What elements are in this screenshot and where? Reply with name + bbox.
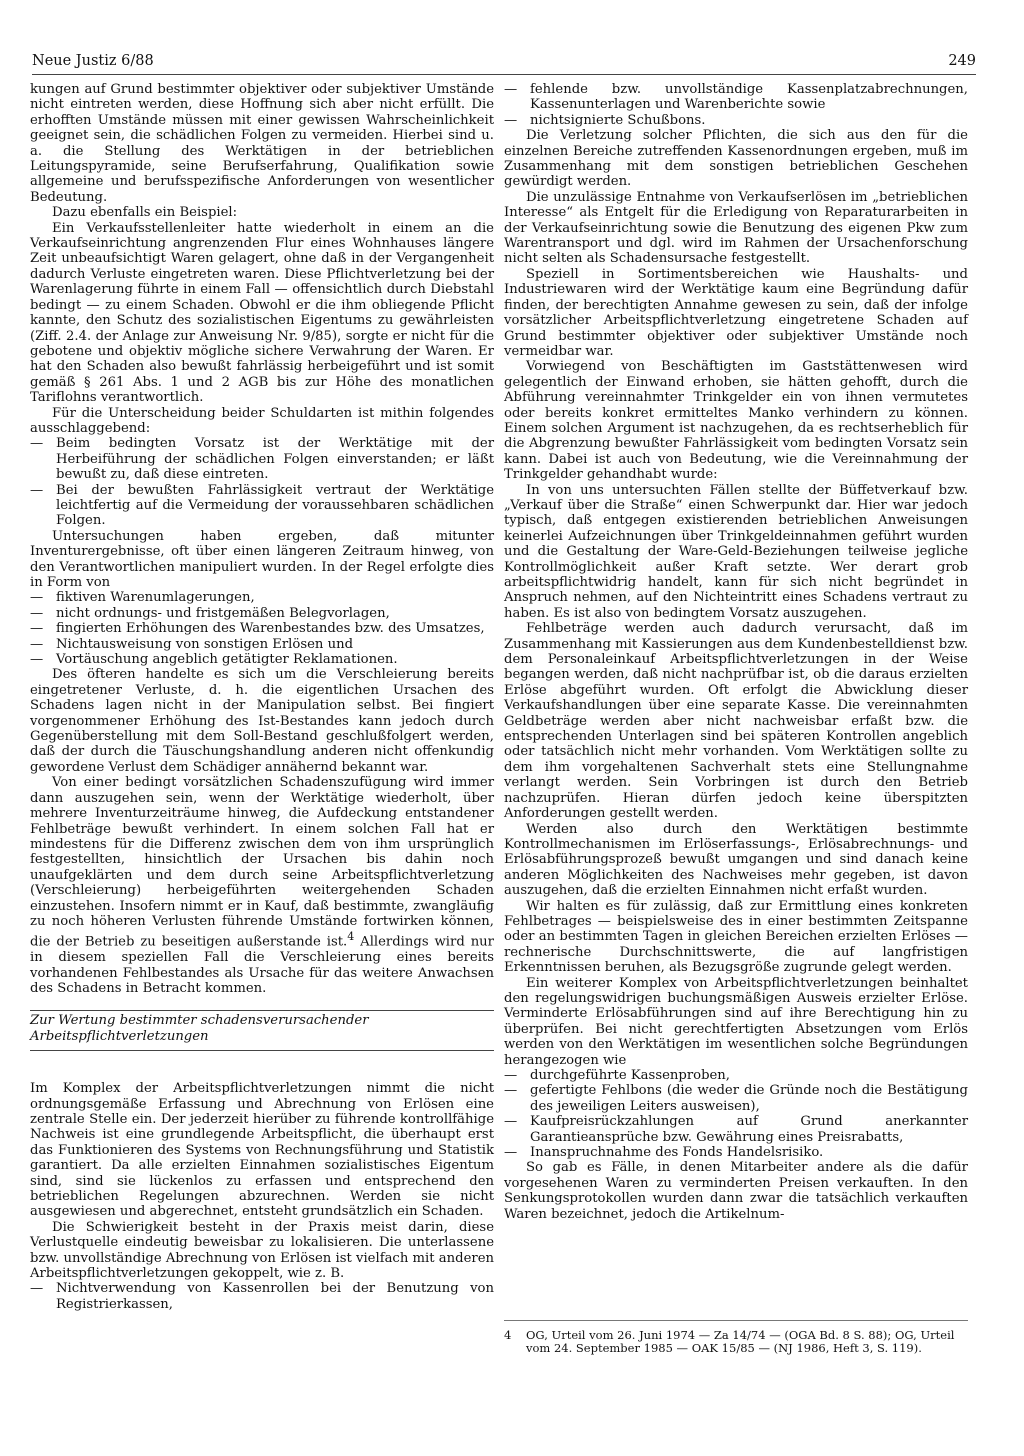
list-item-text: fingierten Erhöhungen des Warenbestandes bzw. des Umsatzes, bbox=[56, 621, 485, 637]
list-item-text: Vortäuschung angeblich getätigter Reklamationen. bbox=[56, 652, 398, 668]
list-item bbox=[504, 82, 968, 113]
paragraph: Wir halten es für zulässig, daß zur Ermittlung eines konkreten Fehlbetrages — beispielsweise des in einer bestimmten Zeitspanne oder an bestimmten Tagen in gleichen Bereichen erzielten Erlöses — rechnerische Durchschnittswerte, die auf langfristigen Erkenntnissen beruhen, als Bezugsgröße zugrunde gelegt werden. bbox=[504, 898, 968, 976]
list-item-text: nichtsignierte Schußbons. bbox=[530, 112, 706, 128]
list-item bbox=[504, 1068, 968, 1083]
paragraph bbox=[30, 775, 494, 996]
dash-marker: — bbox=[30, 1281, 44, 1297]
dash-marker: — bbox=[30, 605, 44, 621]
paragraph: Die Schwierigkeit besteht in der Praxis meist darin, diese Verlustquelle eindeutig beweisbar zu lokalisieren. Die unterlassene bzw. unvollständige Abrechnung von Erlösen ist vielfach mit anderen Arbeitspflichtverletzungen gekoppelt, wie z. B. bbox=[30, 1219, 494, 1282]
paragraph: Die unzulässige Entnahme von Verkaufserlösen im „betrieblichen Interesse“ als Entgelt für die Erledigung von Reparaturarbeiten in der Verkaufseinrichtung sowie die Benutzung des eigenen Pkw zum Warentransport und dgl. wird im Rahmen der Ursachenforschung nicht selten als Schadensursache festgestellt. bbox=[504, 189, 968, 267]
list-item bbox=[30, 590, 494, 605]
dash-marker: — bbox=[504, 1083, 518, 1099]
list-item bbox=[30, 637, 494, 652]
footnote-mark: 4 bbox=[504, 1328, 512, 1342]
list-item bbox=[504, 1083, 968, 1114]
list-item-text: fiktiven Warenumlagerungen, bbox=[56, 590, 255, 606]
list-item bbox=[30, 483, 494, 529]
list-item bbox=[30, 436, 494, 482]
list-item bbox=[30, 606, 494, 621]
list-item-text: nicht ordnungs- und fristgemäßen Belegvorlagen, bbox=[56, 605, 390, 621]
list-item bbox=[504, 113, 968, 128]
page-number: 249 bbox=[948, 53, 976, 69]
paragraph-text: Allerdings wird nur in diesem speziellen Fall die Verschleierung eines bereits vorhandenen Fehlbestandes als Ursache für das weitere Anwachsen des Schadens in Betracht kommen. bbox=[30, 934, 494, 996]
paragraph: Im Komplex der Arbeitspflichtverletzungen nimmt die nicht ordnungsgemäße Erfassung und Abrechnung von Erlösen eine zentrale Stelle ein. Der jederzeit hierüber zu führende kontrollfähige Nachweis ist eine grundlegende Arbeitspflicht, die überhaupt erst das Funktionieren des Systems von Rechnungsführung und Statistik garantiert. Da alle erzielten Einnahmen sozialistisches Eigentum sind, sind sie lückenlos zu erfassen und entsprechend den betrieblichen Regelungen abzurechnen. Werden sie nicht ausgewiesen und abgerechnet, entsteht grundsätzlich ein Schaden. bbox=[30, 1081, 494, 1220]
dash-marker: — bbox=[504, 1114, 518, 1130]
dash-marker: — bbox=[30, 436, 44, 452]
paragraph: Für die Unterscheidung beider Schuldarten ist mithin folgendes ausschlaggebend: bbox=[30, 405, 494, 436]
dash-marker: — bbox=[504, 112, 518, 128]
paragraph: In von uns untersuchten Fällen stellte der Büffetverkauf bzw. „Verkauf über die Straße“ einen Schwerpunkt dar. Hier war jedoch typisch, daß entgegen existierenden betrieblichen Anweisungen keinerlei Aufzeichnungen über Trinkgeldeinnahmen geführt wurden und die Gestaltung der Ware-Geld-Beziehungen teilweise jegliche Kontrollmöglichkeit außer Kraft setzte. Wer derart grob arbeitspflichtwidrig handelt, kann für sich nicht begründet in Anspruch nehmen, auf den Nichteintritt eines Schadens vertraut zu haben. Es ist also von bedingtem Vorsatz auszugehen. bbox=[504, 482, 968, 621]
paragraph: Ein weiterer Komplex von Arbeitspflichtverletzungen beinhaltet den regelungswidrigen buchungsmäßigen Ausweis erzielter Erlöse. Verminderte Erlösabführungen sind auf ihre Berechtigung hin zu überprüfen. Bei nicht gerechtfertigten Absetzungen vom Erlös werden von den Werktätigen im wesentlichen solche Begründungen herangezogen wie bbox=[504, 975, 968, 1068]
list-item bbox=[504, 1114, 968, 1145]
list-item-text: gefertigte Fehlbons (die weder die Gründe noch die Bestätigung des jeweiligen Leiters ausweisen), bbox=[530, 1083, 968, 1114]
list-item-text: Inanspruchnahme des Fonds Handelsrisiko. bbox=[530, 1145, 824, 1161]
dash-marker: — bbox=[30, 590, 44, 606]
list-item bbox=[30, 1281, 494, 1312]
paragraph: Werden also durch den Werktätigen bestimmte Kontrollmechanismen im Erlöserfassungs-, Erlösabrechnungs- und Erlösabführungsprozeß bewußt umgangen und sind danach keine anderen Möglichkeiten des Nachweises mehr gegeben, ist davon auszugehen, daß die erzielten Einnahmen nicht erfaßt wurden. bbox=[504, 821, 968, 899]
dash-marker: — bbox=[30, 482, 44, 498]
paragraph: Fehlbeträge werden auch dadurch verursacht, daß im Zusammenhang mit Kassierungen aus dem Kundenbestelldienst bzw. dem Personaleinkauf Arbeitspflichtverletzungen in der Weise begangen werden, daß nicht nachprüfbar ist, ob die daraus erzielten Erlöse abgeführt wurden. Oft erfolgt die Abwicklung dieser Verkaufshandlungen über eine separate Kasse. Die vereinnahmten Geldbeträge werden aber nicht nachweisbar erfaßt bzw. die entsprechenden Unterlagen sind bei späteren Kontrollen angeblich oder tatsächlich nicht mehr vorhanden. Vom Werktätigen sollte zu dem ihm vorgehaltenen Sachverhalt stets eine Stellungnahme verlangt werden. Sein Vorbringen ist durch den Betrieb nachzuprüfen. Hieran dürfen jedoch keine überspitzten Anforderungen gestellt werden. bbox=[504, 621, 968, 822]
paragraph: Dazu ebenfalls ein Beispiel: bbox=[52, 205, 238, 221]
list-item-text: Kaufpreisrückzahlungen auf Grund anerkannter Garantieansprüche bzw. Gewährung eines Preisrabatts, bbox=[530, 1114, 968, 1145]
dash-marker: — bbox=[30, 636, 44, 652]
dash-marker: — bbox=[504, 1145, 518, 1161]
list-item-text: durchgeführte Kassenproben, bbox=[530, 1068, 730, 1083]
paragraph: Ein Verkaufsstellenleiter hatte wiederholt in einem an die Verkaufseinrichtung angrenzenden Flur eines Wohnhauses längere Zeit unbeaufsichtigt Waren gelagert, ohne daß in der Vergangenheit dadurch Verluste eingetreten waren. Diese Pflichtverletzung bei der Warenlagerung führte in einem Fall — offensichtlich durch Diebstahl bedingt — zu einem Schaden. Obwohl er die ihm obliegende Pflicht kannte, den Schutz des sozialistischen Eigentums zu gewährleisten (Ziff. 2.4. der Anlage zur Anweisung Nr. 9/85), sorgte er nicht für die gebotene und objektiv mögliche sichere Verwahrung der Waren. Er hat den Schaden also bewußt fahrlässig herbeigeführt und ist somit gemäß § 261 Abs. 1 und 2 AGB bis zur Höhe des monatlichen Tariflohns verantwortlich. bbox=[30, 220, 494, 406]
left-column bbox=[30, 82, 494, 1312]
paragraph: Speziell in Sortimentsbereichen wie Haushalts- und Industriewaren wird der Werktätige kaum eine Begründung dafür finden, der berechtigten Annahme gewesen zu sein, daß der infolge vorsätzlicher Arbeitspflichtverletzung eingetretene Schaden auf Grund bestimmter objektiver oder subjektiver Umstände noch vermeidbar war. bbox=[504, 266, 968, 359]
paragraph: Vorwiegend von Beschäftigten im Gaststättenwesen wird gelegentlich der Einwand erhoben, sie hätten gehofft, durch die Abführung vereinnahmter Trinkgelder ein von ihnen vermutetes oder bereits konkret ermitteltes Manko verhindern zu können. Einem solchen Argument ist nachzugehen, da es rechtserheblich für die Abgrenzung bewußter Fahrlässigkeit vom bedingten Vorsatz sein kann. Dabei ist auch von Bedeutung, wie die Vereinnahmung der Trinkgelder gehandhabt wurde: bbox=[504, 359, 968, 483]
footnote-entry bbox=[504, 1329, 968, 1355]
right-column bbox=[504, 82, 968, 1222]
list-item-text: Bei der bewußten Fahrlässigkeit vertraut der Werktätige leichtfertig auf die Vermeidung der voraussehbaren schädlichen Folgen. bbox=[56, 482, 494, 529]
paragraph: Untersuchungen haben ergeben, daß mitunter Inventurergebnisse, oft über einen längeren Zeitraum hinweg, von den Verantwortlichen manipuliert wurden. In der Regel erfolgte dies in Form von bbox=[30, 528, 494, 590]
list-item-text: fehlende bzw. unvollständige Kassenplatzabrechnungen, Kassenunterlagen und Warenberichte sowie bbox=[530, 82, 968, 113]
list-item-text: Nichtausweisung von sonstigen Erlösen und bbox=[56, 636, 354, 652]
footnote-reference: 4 bbox=[347, 930, 355, 944]
list-item bbox=[504, 1145, 968, 1160]
list-item-text: Beim bedingten Vorsatz ist der Werktätige mit der Herbeiführung der schädlichen Folgen einverstanden; er läßt bewußt zu, daß diese eintreten. bbox=[56, 436, 494, 483]
list-item bbox=[30, 621, 494, 636]
journal-title: Neue Justiz 6/88 bbox=[32, 53, 154, 69]
dash-marker: — bbox=[504, 82, 518, 97]
list-item-text: Nichtverwendung von Kassenrollen bei der Benutzung von Registrierkassen, bbox=[56, 1281, 494, 1312]
paragraph: So gab es Fälle, in denen Mitarbeiter andere als die dafür vorgesehenen Waren zu verminderten Preisen verkauften. In den Senkungsprotokollen wurden dann zwar die tatsächlich verkauften Waren bezeichnet, jedoch die Artikelnum- bbox=[504, 1160, 968, 1222]
dash-marker: — bbox=[30, 652, 44, 668]
paragraph: Des öfteren handelte es sich um die Verschleierung bereits eingetretener Verluste, d. h. die eigentlichen Ursachen des Schadens lagen nicht in der Manipulation selbst. Bei fingiert vorgenommener Erhöhung des Ist-Bestandes kann jedoch durch Gegenüberstellung mit dem Soll-Bestand geschlußfolgert werden, daß der durch die Täuschungshandlung anderen nicht offenkundig gewordene Verlust dem Schädiger annähernd bekannt war. bbox=[30, 667, 494, 775]
paragraph-text: Von einer bedingt vorsätzlichen Schadenszufügung wird immer dann auszugehen sein, wenn der Werktätige wiederholt, über mehrere Inventurzeiträume hinweg, die Aufdeckung entstandener Fehlbeträge bewußt verhindert. In einem solchen Fall hat er mindestens für die Differenz zwischen dem von ihm ursprünglich festgestellten, hinsichtlich der Ursachen bis dahin noch unaufgeklärten und dem durch seine Arbeitspflichtverletzung (Verschleierung) herbeigeführten weitergehenden Schaden einzustehen. Insofern nimmt er in Kauf, daß bestimmte, zwangläufig zu noch höheren Verlusten führende Umstände fortwirken können, die der Betrieb zu beseitigen außerstande ist. bbox=[30, 775, 494, 950]
section-heading: Zur Wertung bestimmter schadensverursachender Arbeitspflichtverletzungen bbox=[30, 1010, 494, 1051]
footnote-text: OG, Urteil vom 26. Juni 1974 — Za 14/74 — (OGA Bd. 8 S. 88); OG, Urteil vom 24. September 1985 — OAK 15/85 — (NJ 1986, Heft 3, S. 119). bbox=[526, 1328, 955, 1356]
dash-marker: — bbox=[30, 621, 44, 637]
page-header bbox=[32, 52, 976, 75]
paragraph: kungen auf Grund bestimmter objektiver oder subjektiver Umstände nicht eintreten werden, diese Hoffnung sich aber nicht erfüllt. Die erhofften Umstände müssen mit einer gewissen Wahrscheinlichkeit geeignet sein, die schädlichen Folgen zu vermeiden. Hierbei sind u. a. die Stellung des Werktätigen in der betrieblichen Leitungspyramide, seine Berufserfahrung, Qualifikation sowie allgemeine und berufsspezifische Anforderungen von wesentlicher Bedeutung. bbox=[30, 82, 494, 205]
paragraph: Die Verletzung solcher Pflichten, die sich aus den für die einzelnen Bereiche zutreffenden Kassenordnungen ergeben, muß im Zusammenhang mit dem sonstigen betrieblichen Geschehen gewürdigt werden. bbox=[504, 128, 968, 190]
dash-marker: — bbox=[504, 1068, 518, 1083]
footnote bbox=[504, 1320, 968, 1355]
list-item bbox=[30, 652, 494, 667]
